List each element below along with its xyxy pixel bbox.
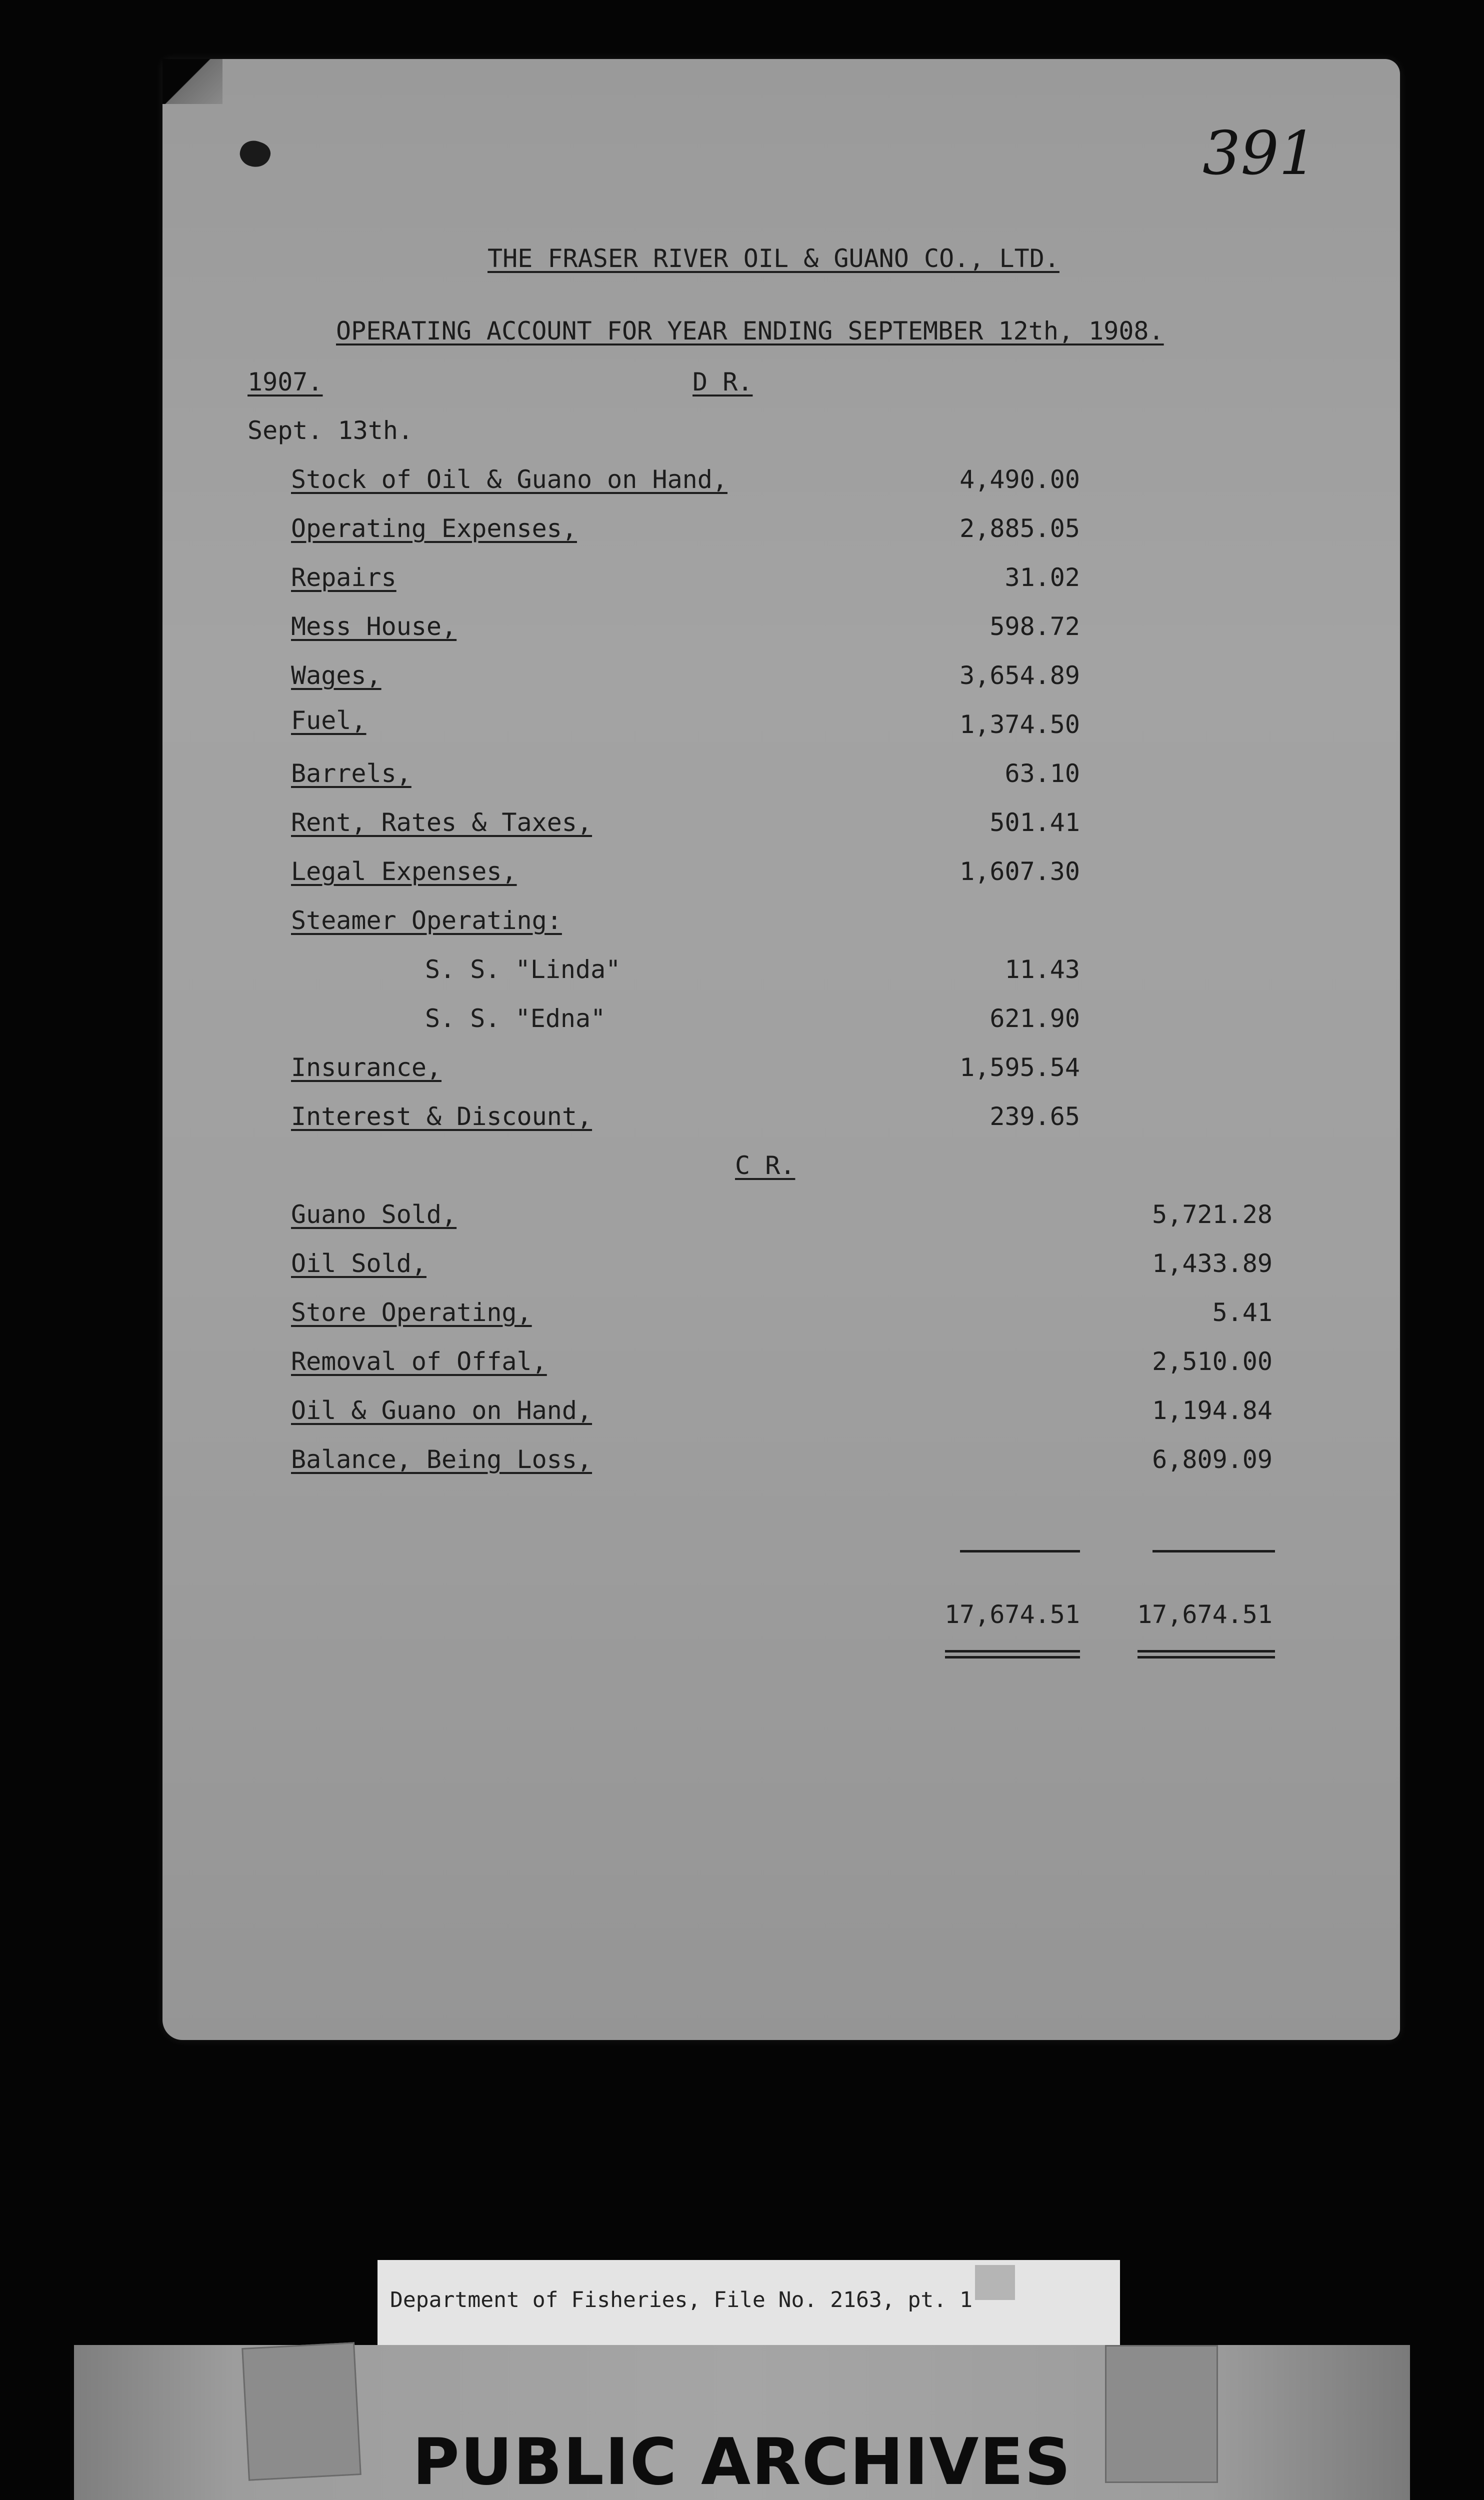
company-title: THE FRASER RIVER OIL & GUANO CO., LTD. (488, 244, 1060, 273)
credit-label: Guano Sold, (291, 1200, 457, 1229)
credit-amount: 1,433.89 (1152, 1249, 1272, 1278)
year-label: 1907. (248, 368, 323, 396)
debit-label: Interest & Discount, (291, 1102, 592, 1131)
credit-amount: 5.41 (1212, 1298, 1272, 1327)
credit-label: Oil Sold, (291, 1249, 426, 1278)
debit-amount: 598.72 (990, 612, 1080, 641)
credit-label: Oil & Guano on Hand, (291, 1396, 592, 1425)
archives-title-en: PUBLIC ARCHIVES (412, 2425, 1072, 2500)
debit-label: Mess House, (291, 612, 457, 641)
debit-amount: 4,490.00 (960, 465, 1080, 494)
debit-label: Insurance, (291, 1053, 442, 1082)
steamer-label: S. S. "Linda" (425, 955, 621, 984)
credit-amount: 1,194.84 (1152, 1396, 1272, 1425)
label-smudge (975, 2265, 1015, 2300)
debit-amount: 1,607.30 (960, 857, 1080, 886)
credit-label: Store Operating, (291, 1298, 532, 1327)
debit-label: Fuel, (291, 706, 366, 735)
debit-label: Barrels, (291, 759, 412, 788)
dr-heading: D R. (692, 368, 753, 396)
steamer-heading: Steamer Operating: (291, 906, 562, 935)
credit-label: Removal of Offal, (291, 1347, 547, 1376)
subtotal-rule-credit (1152, 1550, 1275, 1552)
debit-label: Rent, Rates & Taxes, (291, 808, 592, 837)
debit-amount: 1,595.54 (960, 1053, 1080, 1082)
double-rule-debit (945, 1656, 1080, 1658)
total-credit: 17,674.51 (1137, 1600, 1272, 1629)
double-rule-credit (1138, 1656, 1275, 1658)
steamer-amount: 11.43 (1004, 955, 1080, 984)
credit-amount: 6,809.09 (1152, 1445, 1272, 1474)
cr-heading: C R. (735, 1151, 796, 1180)
debit-label: Legal Expenses, (291, 857, 517, 886)
debit-amount: 501.41 (990, 808, 1080, 837)
debit-amount: 63.10 (1004, 759, 1080, 788)
file-label-text: Department of Fisheries, File No. 2163, pt. 1 (390, 2288, 972, 2312)
credit-label: Balance, Being Loss, (291, 1445, 592, 1474)
total-debit: 17,674.51 (944, 1600, 1080, 1629)
double-rule-debit (945, 1650, 1080, 1652)
steamer-amount: 621.90 (990, 1004, 1080, 1033)
debit-label: Repairs (291, 563, 396, 592)
debit-label: Operating Expenses, (291, 514, 577, 543)
steamer-label: S. S. "Edna" (425, 1004, 606, 1033)
document-page (162, 59, 1400, 2040)
credit-amount: 2,510.00 (1152, 1347, 1272, 1376)
debit-amount: 239.65 (990, 1102, 1080, 1131)
debit-amount: 2,885.05 (960, 514, 1080, 543)
debit-label: Stock of Oil & Guano on Hand, (291, 465, 728, 494)
folded-corner (162, 59, 222, 104)
account-title: OPERATING ACCOUNT FOR YEAR ENDING SEPTEMBER 12th, 1908. (336, 316, 1164, 346)
debit-label: Wages, (291, 661, 382, 690)
subtotal-rule-debit (960, 1550, 1080, 1552)
page-number: 391 (1202, 119, 1318, 188)
credit-amount: 5,721.28 (1152, 1200, 1272, 1229)
debit-amount: 1,374.50 (960, 710, 1080, 739)
date-label: Sept. 13th. (248, 416, 414, 445)
double-rule-credit (1138, 1650, 1275, 1652)
debit-amount: 3,654.89 (960, 661, 1080, 690)
debit-amount: 31.02 (1004, 563, 1080, 592)
